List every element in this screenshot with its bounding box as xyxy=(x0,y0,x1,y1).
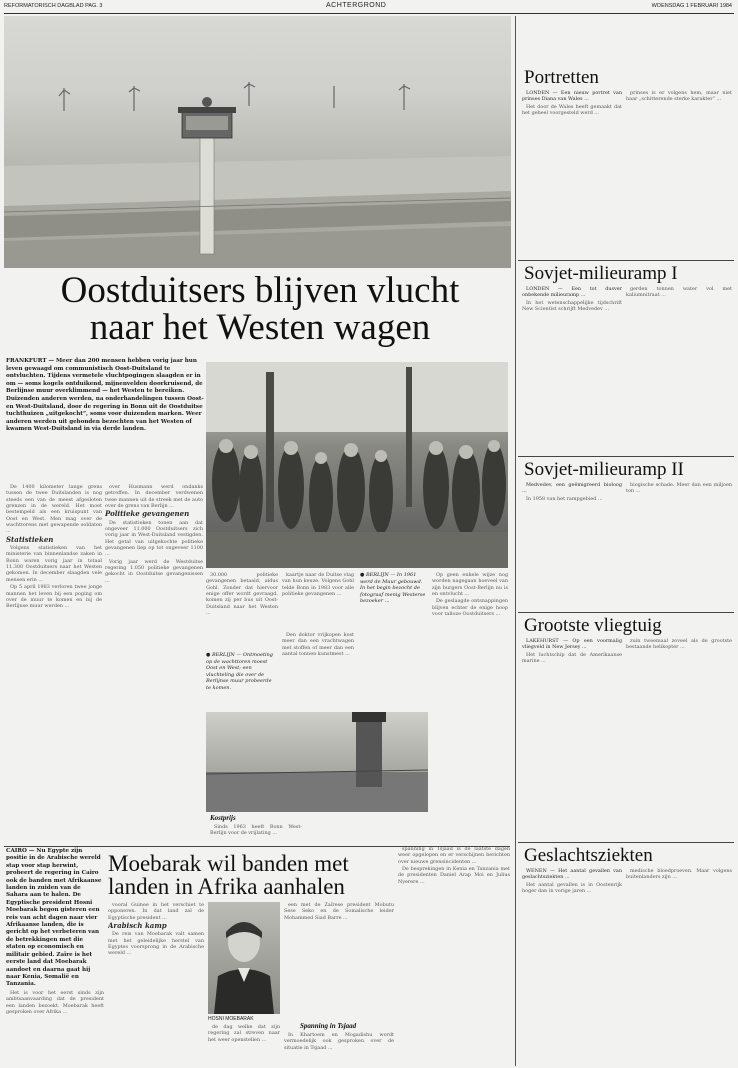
sidebar-dateline-geslachtsziekten: WENEN — Het aantal gevallen van geslachtsziekten ... xyxy=(522,868,622,881)
second-body-col3: de dag welke dat zijn regering zal streven naar het weer openstellen ... xyxy=(208,1024,280,1043)
watchtower-illustration xyxy=(4,16,511,268)
main-body-kostprijs: Sinds 1963 heeft Bonn West-Berlijn voor de vrijlating ... xyxy=(210,824,302,837)
crowd-illustration xyxy=(206,362,508,568)
second-lead: CAIRO — Nu Egypte zijn positie in de Arabische wereld stap voor stap herwint, probeert de regering in Cairo ook de banden met Afrikaanse landen in zuiden van de Sahara aan te halen. De Egyptische president Hosni Moebarak begon gisteren een reis van acht dagen naar vier Afrikaanse landen, die is gericht op het verbeteren van de betrekkingen met die staten op economisch en militair gebied. Zaïre is het eerste land dat Moebarak aandoet en daarna gaat hij naar Kenia, Somalië en Tanzania. xyxy=(6,848,102,988)
section-name: ACHTERGROND xyxy=(326,2,387,9)
subhead-statistieken: Statistieken xyxy=(6,534,54,544)
main-headline-line1: Oostduitsers blijven vlucht xyxy=(60,270,460,311)
sidebar-body-vliegtuig-1: LAKEHURST — Op een voormalig vliegveld in New Jersey ... Het luchtschip dat de Amerikaanse marine ... xyxy=(522,638,622,665)
main-body-col2: over Husmann werd ondanks getroffen. In december verdwenen twee mannen uit de streek met de auto over de grens van Berlijn ... Politieke gevangenen De statistieken tonen aan dat ongeveer 11.000 Oostduitsers zich vorig jaar in West-Duitsland vestigden. Het getal van uitgekochte politieke gevangenen liep op tot ongeveer 1100 ... Vorig jaar werd de Westduitse regering 1.050 politieke gevangenen gekocht in Oostduitse gevangenissen ... xyxy=(105,484,203,584)
masthead-date: WOENSDAG 1 FEBRUARI 1984 xyxy=(651,3,732,9)
sidebar-body-geslachtsziekten-1: WENEN — Het aantal gevallen van geslachtsziekten ... Het aantal gevallen is in Oostenrijk hoger dan in vorige jaren ... xyxy=(522,868,622,895)
sidebar-body-sovjet1-2: gerden tonnen water vol met kaliumnitraat ... xyxy=(626,286,732,299)
wall-photo xyxy=(206,712,428,812)
sidebar-body-portretten-1: LONDEN — Een nieuw portret van prinses Diana van Wales ... Het door de Wales heeft gemaakt dat het geheel voorgesteld werd ... xyxy=(522,90,622,117)
sidebar-title-vliegtuig: Grootste vliegtuig xyxy=(524,615,662,636)
photo-caption-2-text: BERLIJN — In 1961 werd de Muur gebouwd. In het begin bezocht de fotograaf menig Westerse bezoeker ... xyxy=(360,572,426,604)
sidebar-title-portretten: Portretten xyxy=(524,67,599,88)
moebarak-portrait xyxy=(208,902,280,1014)
sidebar-dateline-sovjet-1: LONDEN — Een tot dusver onbekende milieuramp ... xyxy=(522,286,622,299)
second-headline-line1: Moebarak wil banden met xyxy=(108,851,349,876)
sidebar-title-sovjet-1: Sovjet-milieuramp I xyxy=(524,263,678,284)
second-headline-line2: landen in Afrika aanhalen xyxy=(108,874,345,899)
sidebar-rule-3 xyxy=(518,612,734,613)
sidebar-body-portretten-2: prinses is er volgens hem, maar niet haar „schitterende sterke karakter” ... xyxy=(626,90,732,103)
portrait-illustration xyxy=(208,902,280,1014)
subhead-kostprijs: Kostprijs xyxy=(210,814,236,822)
sidebar-title-geslachtsziekten: Geslachtsziekten xyxy=(524,845,653,866)
main-body-col6: Op geen enkele wijze nog worden nagegaan hoeveel van zijn burgers Oost-Berlijn nu is en ontvlucht ... De geslaagde ontsnappingen blijven echter de enige hoop voor talloze Oostduitsers ... xyxy=(432,572,508,618)
photo-caption-1-text: BERLIJN — Ontmoeting op de wachttoren moest Oost en West; een vluchteling die over de Berlijnse muur probeerde te komen. xyxy=(206,652,273,691)
main-body-col5: Den doktor vrijkopen kost meer dan een vrachtwagen met stoffen of meer dan een aantal tonnen kunstmest ... xyxy=(282,632,354,658)
wall-illustration xyxy=(206,712,428,812)
sidebar-body-sovjet2-2: biogische schade. Meer dan een miljoen ton ... xyxy=(626,482,732,495)
sidebar-rule-2 xyxy=(518,456,734,457)
subhead-spanning: Spanning in Tsjaad xyxy=(300,1022,357,1030)
sidebar-body-sovjet2-1: Medvedev, een geëmigreerd bioloog ... In 1958 van het rampgebied ... xyxy=(522,482,622,502)
portrait-caption: HOSNI MOEBARAK xyxy=(208,1016,254,1022)
header-rule xyxy=(4,13,734,14)
subhead-arabisch-kamp: Arabisch kamp xyxy=(108,921,167,931)
watchtower-photo xyxy=(4,16,511,268)
second-body-col6: spanning in Tsjaad is de laatste dagen weer opgelopen en er verschijnen berichten over nieuwe grensincidenten ... De besprekingen in Kenia en Tanzania met de presidenten Daniel Arap Moi en Julius Nyerere ... xyxy=(398,846,510,885)
second-body-col4: een met de Zaïrese president Mobutu Sese Seko en de Somalische leider Mohammed Siad Barre ... xyxy=(284,902,394,921)
main-body-col4: kaartje naar de Duitse vlag van hun keuze. Volgens Gohl telde Bonn in 1983 voor alle politieke gevangenen ... xyxy=(282,572,354,598)
photo-caption-2: ● BERLIJN — In 1961 werd de Muur gebouwd. In het begin bezocht de fotograaf menig Westerse bezoeker ... xyxy=(360,572,426,604)
sidebar-body-sovjet1-1: LONDEN — Een tot dusver onbekende milieuramp ... In het wetenschappelijke tijdschrift New Scientist schrijft Medvedev ... xyxy=(522,286,622,313)
second-headline xyxy=(108,852,408,898)
subhead-politieke-gevangenen: Politieke gevangenen xyxy=(105,509,190,519)
sidebar-dateline-vliegtuig: LAKEHURST — Op een voormalig vliegveld in New Jersey ... xyxy=(522,638,622,651)
crowd-photo xyxy=(206,362,508,568)
main-headline-line2: naar het Westen wagen xyxy=(89,307,431,348)
sidebar-title-sovjet-2: Sovjet-milieuramp II xyxy=(524,459,684,480)
sidebar-divider xyxy=(515,16,516,1066)
second-body-col5: In Khartoem en Mogadishu wordt vermoedelijk ook gesproken over de situatie in Tsjaad ... xyxy=(284,1032,394,1051)
sidebar-dateline-portretten: LONDEN — Een nieuw portret van prinses Diana van Wales ... xyxy=(522,90,622,103)
sidebar-dateline-sovjet-2: Medvedev, een geëmigreerd bioloog ... xyxy=(522,482,622,495)
main-body-col3: 30.000 politieke gevangenen betaald, aldus Gohl. Zonder dat hiervoor enige offer wordt gevraagd, komen zij per bus uit Oost-Duitsland naar het Westen ... xyxy=(206,572,278,617)
sidebar-body-geslachtsziekten-2: medische bloedproeven. Maar volgens buitenlanders zijn ... xyxy=(626,868,732,881)
photo-caption-1: ● BERLIJN — Ontmoeting op de wachttoren moest Oost en West; een vluchteling die over de Berlijnse muur probeerde te komen. xyxy=(206,652,273,691)
main-body-col1: De 1400 kilometer lange grens tussen de twee Duitslanden is nog steeds een van de meest afgesloten grenzen in de wereld. Het moet bestempeld als een kruispunt van Oost en West. Men mag over de wachttorens met gewapende soldaten ... Statistieken Volgens statistieken van het ministerie van binnenlandse zaken in Bonn waren vorig jaar in totaal 11.300 Oostduitsers naar het Westen gekomen. In december slaagden vele mensen erin ... Op 5 april 1983 verloren twee jonge mannen het leven bij een poging om over de muur te komen en bij de Berlijnse muur werden ... xyxy=(6,484,102,610)
main-headline xyxy=(10,272,510,346)
sidebar-rule-1 xyxy=(518,260,734,261)
sidebar-rule-4 xyxy=(518,842,734,843)
sidebar-body-vliegtuig-2: zuin tweemaal zoveel als de grootste bestaande helikopter ... xyxy=(626,638,732,651)
masthead-left: REFORMATORISCH DAGBLAD PAG. 3 xyxy=(4,3,103,9)
masthead xyxy=(0,0,738,12)
second-body-col1: Het is voor het eerst sinds zijn ambtsaanvaarding dat de president een landen bezoekt. Moebarak heeft gesproken over Afrika ... xyxy=(6,990,104,1016)
main-lead: FRANKFURT — Meer dan 200 mensen hebben vorig jaar hun leven gewaagd om communistisch Oost-Duitsland te ontvluchten. Tijdens vermetele vluchtpogingen slaagden er in om — soms kogels ontduikend, mijnenvelden doorkruisend, de Berlijnse muur overklimmend — het Westen te bereiken. Duizenden anderen werden, na onderhandelingen tussen Oost- en West-Duitsland, door de regering in Bonn uit de Oostduitse tuchthuizen „uitgekocht”, soms voor duizenden marken. Weer anderen werden uit gebonden bezochten van het Westen of kwamen West-Duitsland in via derde landen. xyxy=(6,358,204,433)
second-body-col2: vooral Guinee in het verschiet te opponeren. In dat land zal de Egyptische president ... Arabisch kamp De reis van Moebarak valt samen met het geleidelijke herstel van Egyptes voorsprong in de Arabische wereld ... xyxy=(108,902,204,957)
